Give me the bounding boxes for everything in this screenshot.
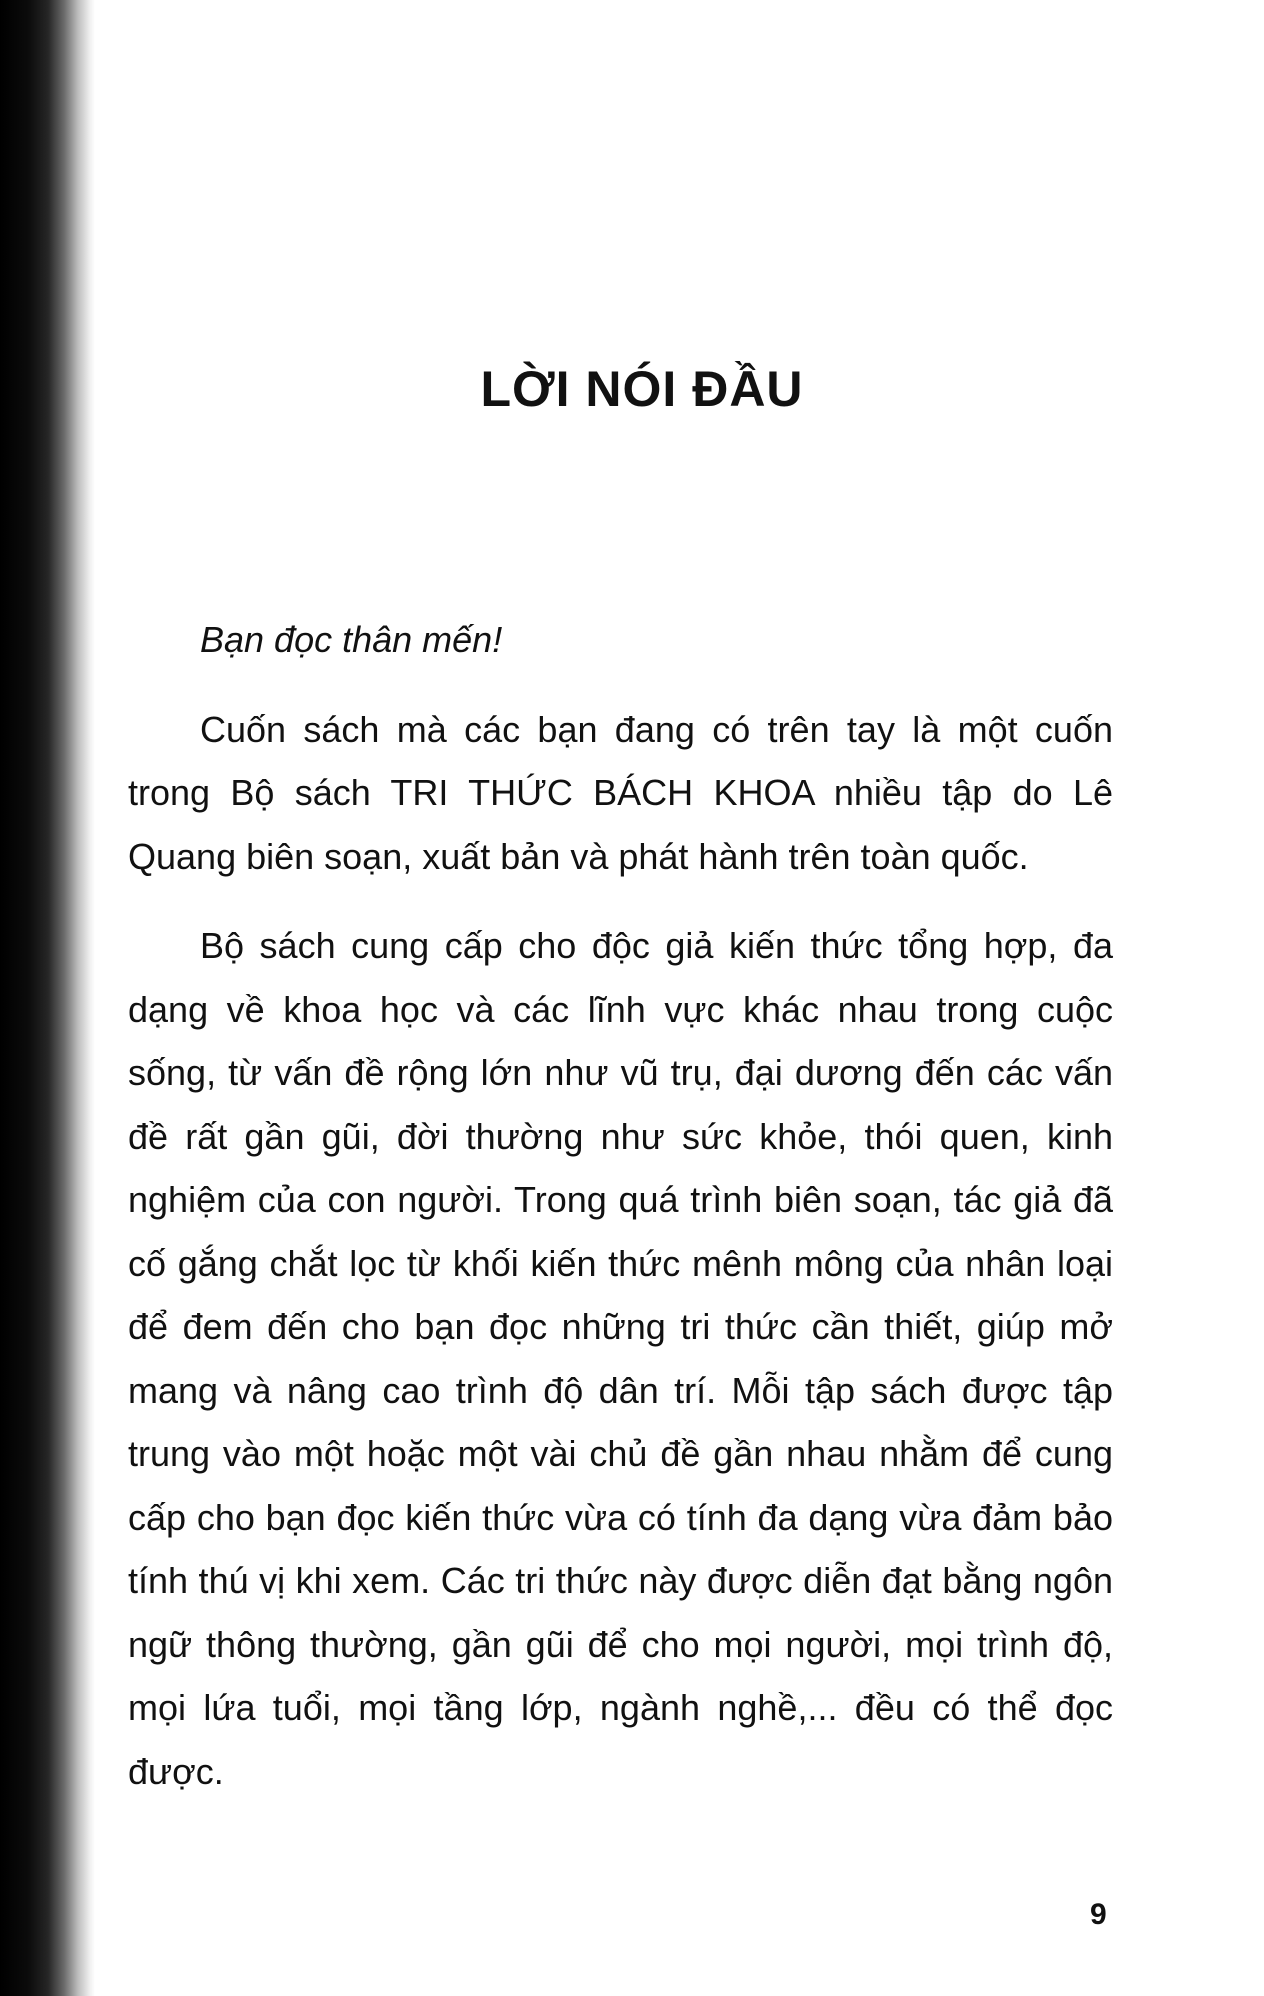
paragraph-intro: Cuốn sách mà các bạn đang có trên tay là một cuốn trong Bộ sách TRI THỨC BÁCH KHOA nhiều tập do Lê Quang biên soạn, xuất bản và phát hành trên toàn quốc. [128, 708, 1113, 877]
page-number: 9 [1090, 1898, 1107, 1931]
page-title: LỜI NÓI ĐẦU [480, 361, 804, 417]
body-text [128, 608, 1113, 1829]
paragraph-description: Bộ sách cung cấp cho độc giả kiến thức tổng hợp, đa dạng về khoa học và các lĩnh vực khác nhau trong cuộc sống, từ vấn đề rộng lớn như vũ trụ, đại dương đến các vấn đề rất gần gũi, đời thường như sức khỏe, thói quen, kinh nghiệm của con người. Trong quá trình biên soạn, tác giả đã cố gắng chắt lọc từ khối kiến thức mênh mông của nhân loại để đem đến cho bạn đọc những tri thức cần thiết, giúp mở mang và nâng cao trình độ dân trí. Mỗi tập sách được tập trung vào một hoặc một vài chủ đề gần nhau nhằm để cung cấp cho bạn đọc kiến thức vừa có tính đa dạng vừa đảm bảo tính thú vị khi xem. Các tri thức này được diễn đạt bằng ngôn ngữ thông thường, gần gũi để cho mọi người, mọi trình độ, mọi lứa tuổi, mọi tầng lớp, ngành nghề,... đều có thể đọc được. [128, 925, 1113, 1792]
salutation: Bạn đọc thân mến! [200, 619, 503, 660]
